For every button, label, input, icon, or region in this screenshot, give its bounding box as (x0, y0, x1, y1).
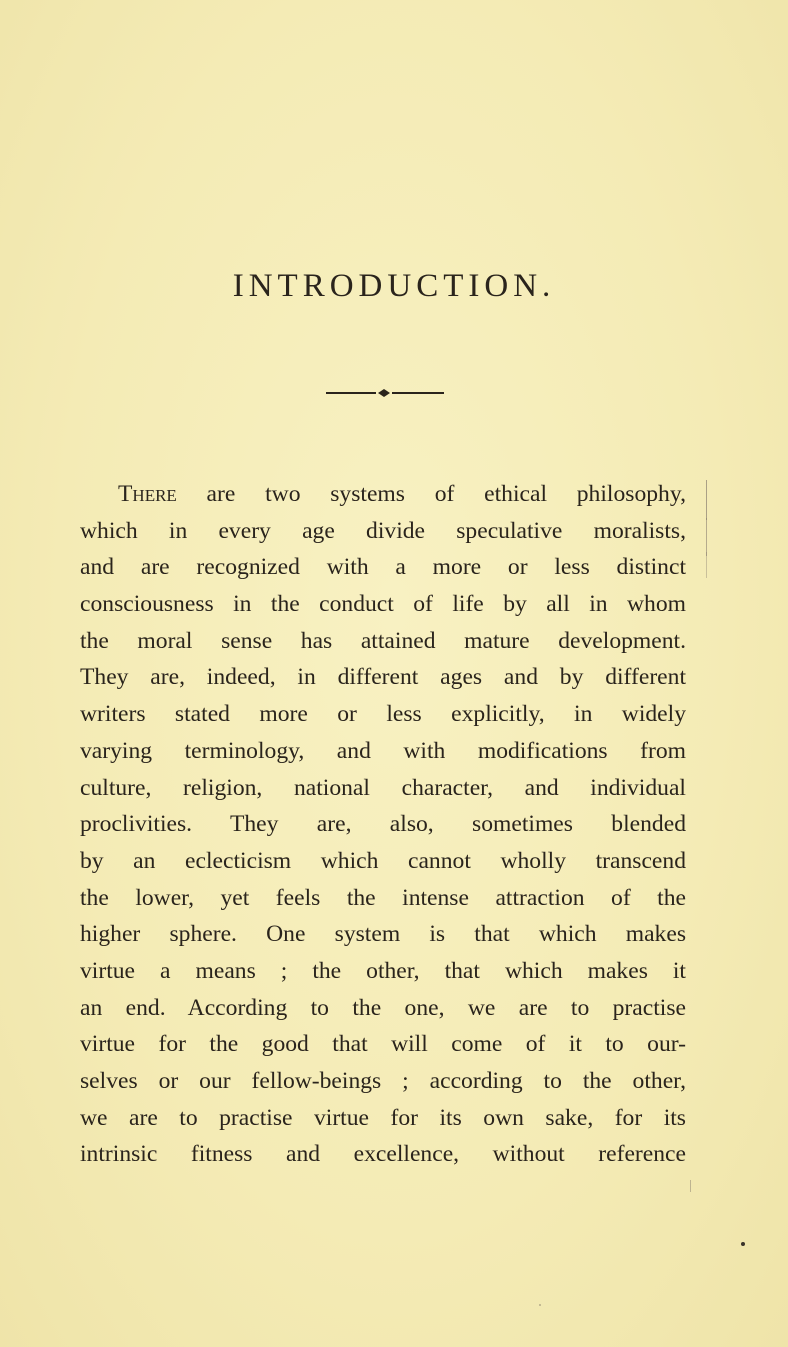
margin-mark (690, 1180, 691, 1192)
paragraph-line: virtue for the good that will come of it to our- (80, 1031, 686, 1058)
paragraph-line: higher sphere. One system is that which makes (80, 921, 686, 948)
paragraph-line: which in every age divide speculative moralists, (80, 517, 686, 544)
paragraph-line: intrinsic fitness and excellence, without reference (80, 1141, 686, 1168)
introduction-paragraph (80, 476, 686, 1173)
paragraph-line: the moral sense has attained mature development. (80, 627, 686, 654)
margin-mark (706, 552, 707, 578)
paragraph-line: we are to practise virtue for its own sake, for its (80, 1104, 686, 1131)
margin-mark (706, 518, 707, 556)
paragraph-line: the lower, yet feels the intense attraction of the (80, 884, 686, 911)
page-title: INTRODUCTION. (232, 268, 556, 304)
paragraph-line: They are, indeed, in different ages and by different (80, 664, 686, 691)
margin-mark (706, 480, 707, 520)
paragraph-line: consciousness in the conduct of life by all in whom (80, 591, 686, 618)
paragraph-line (80, 476, 686, 513)
paragraph-line: by an eclecticism which cannot wholly transcend (80, 847, 686, 874)
title-ornament-divider (326, 386, 444, 400)
paragraph-line: proclivities. They are, also, sometimes blended (80, 811, 686, 838)
paragraph-line: and are recognized with a more or less distinct (80, 554, 686, 581)
dropword: There (118, 481, 177, 507)
paragraph-line: selves or our fellow-beings ; according to the other, (80, 1068, 686, 1094)
paragraph-line: writers stated more or less explicitly, in widely (80, 701, 686, 728)
speck (539, 1304, 541, 1306)
paragraph-line: varying terminology, and with modifications from (80, 737, 686, 764)
paragraph-line: culture, religion, national character, and individual (80, 774, 686, 801)
paragraph-line: an end. According to the one, we are to practise (80, 994, 686, 1021)
first-line-text: are two systems of ethical philosophy, (176, 481, 686, 507)
paragraph-line: virtue a means ; the other, that which makes it (80, 957, 686, 984)
speck (741, 1242, 745, 1246)
